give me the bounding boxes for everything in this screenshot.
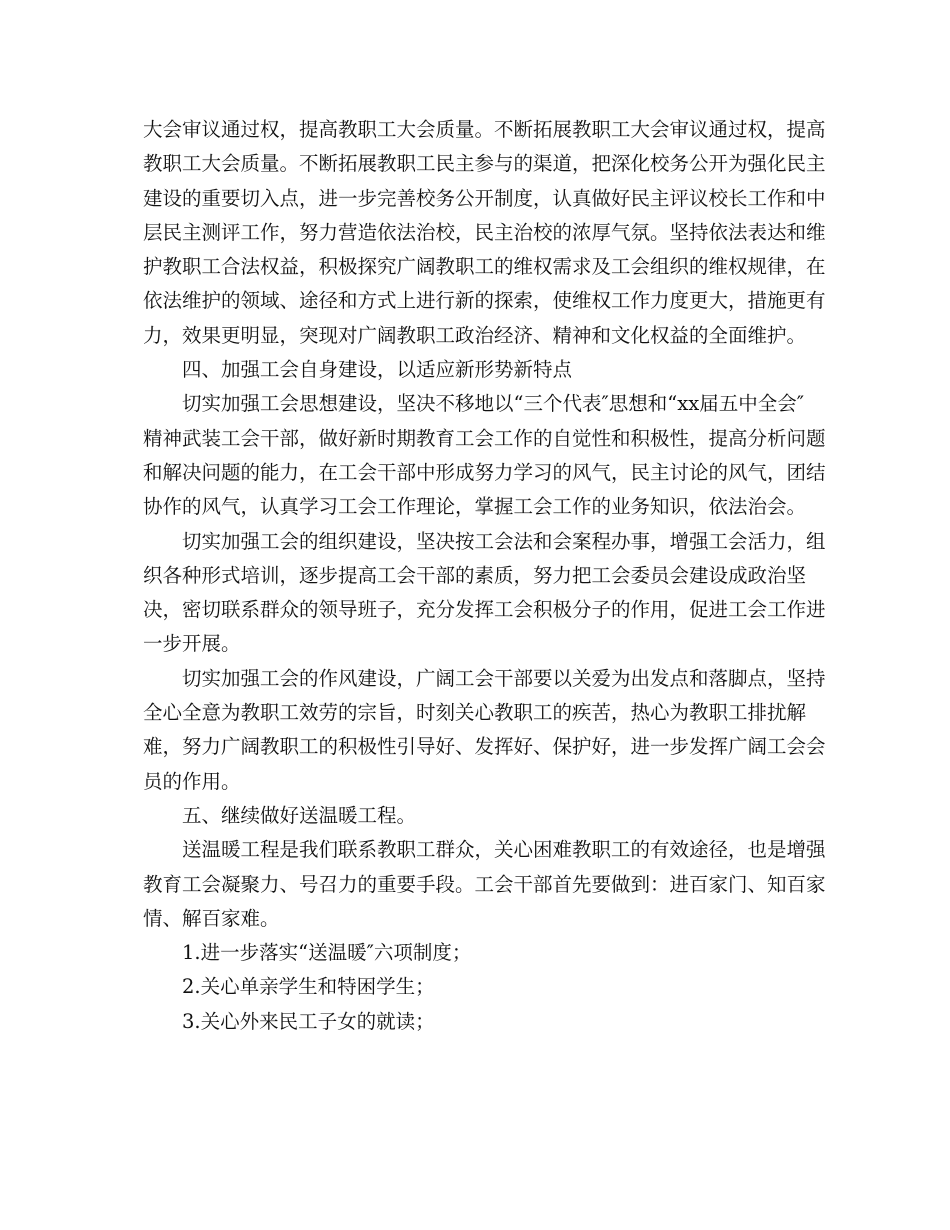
text-line: 织各种形式培训，逐步提高工会干部的素质，努力把工会委员会建设成政治坚 [143,563,807,587]
text-line: 送温暖工程是我们联系教职工群众，关心困难教职工的有效途径，也是增强 [182,838,826,862]
text-line: 3.关心外来民工子女的就读； [182,1009,435,1033]
text-line: 和解决问题的能力，在工会干部中形成努力学习的风气，民主讨论的风气，团结 [143,460,826,484]
text-line: 决，密切联系群众的领导班子，充分发挥工会积极分子的作用，促进工会工作进 [143,598,826,622]
text-line: 难，努力广阔教职工的积极性引导好、发挥好、保护好，进一步发挥广阔工会会 [143,735,826,759]
text-line: 切实加强工会的组织建设，坚决按工会法和会案程办事，增强工会活力，组 [182,529,826,553]
text-line: 一步开展。 [143,632,241,656]
document-body [143,113,826,1039]
list-item-2 [143,970,807,1004]
text-line: 教职工大会质量。不断拓展教职工民主参与的渠道，把深化校务公开为强化民主 [143,152,826,176]
section-heading-4 [143,353,807,387]
text-line: 切实加强工会的作风建设，广阔工会干部要以关爱为出发点和落脚点，坚持 [182,666,826,690]
text-line: 切实加强工会思想建设，坚决不移地以“三个代表″思想和“xx届五中全会″ [182,392,805,416]
text-line: 全心全意为教职工效劳的宗旨，时刻关心教职工的疾苦，热心为教职工排扰解 [143,701,807,725]
text-line: 2.关心单亲学生和特困学生； [182,975,435,999]
text-line: 层民主测评工作，努力营造依法治校，民主治校的浓厚气氛。坚持依法表达和维 [143,220,826,244]
text-line: 大会审议通过权，提高教职工大会质量。不断拓展教职工大会审议通过权，提高 [143,118,826,141]
paragraph-union-democracy [143,113,826,353]
text-line: 建设的重要切入点，进一步完善校务公开制度，认真做好民主评议校长工作和中 [143,186,826,210]
paragraph-ideological-building [143,387,826,524]
text-line: 教育工会凝聚力、号召力的重要手段。工会干部首先要做到：进百家门、知百家 [143,872,826,896]
list-item-1 [143,936,807,970]
text-line: 依法维护的领域、途径和方式上进行新的探索，使维权工作力度更大，措施更有 [143,289,826,313]
paragraph-organization-building [143,525,826,662]
paragraph-warmth-project [143,833,826,936]
text-line: 协作的风气，认真学习工会工作理论，掌握工会工作的业务知识，依法治会。 [143,495,807,519]
list-item-3 [143,1005,807,1039]
text-line: 五、继续做好送温暖工程。 [182,803,417,827]
section-heading-5 [143,799,807,833]
text-line: 1.进一步落实“送温暖″六项制度； [182,941,472,965]
text-line: 护教职工合法权益，积极探究广阔教职工的维权需求及工会组织的维权规律，在 [143,255,826,279]
text-line: 四、加强工会自身建设，以适应新形势新特点 [182,358,573,382]
text-line: 力，效果更明显，突现对广阔教职工政治经济、精神和文化权益的全面维护。 [143,323,807,347]
text-line: 员的作用。 [143,769,241,793]
text-line: 情、解百家难。 [143,906,280,930]
paragraph-work-style [143,662,826,799]
text-line: 精神武装工会干部，做好新时期教育工会工作的自觉性和积极性，提高分析问题 [143,426,826,450]
